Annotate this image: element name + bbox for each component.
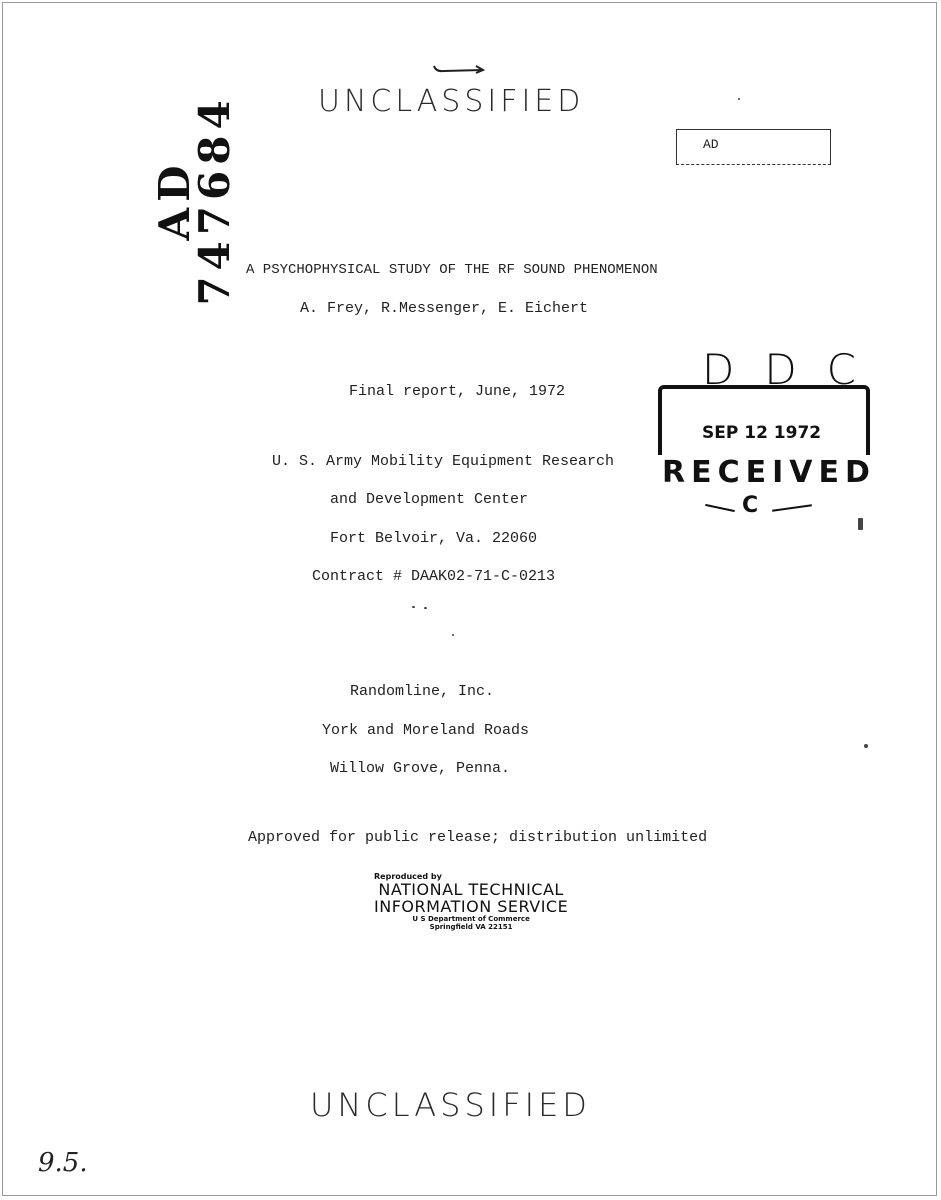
ddc-stamp-received: RECEIVED bbox=[658, 455, 880, 490]
contract-number: Contract # DAAK02-71-C-0213 bbox=[312, 568, 556, 585]
scan-speck bbox=[412, 606, 415, 608]
ntis-address: Springfield VA 22151 bbox=[429, 923, 513, 931]
scan-speck bbox=[864, 744, 868, 748]
ntis-line-1: NATIONAL TECHNICAL bbox=[378, 880, 564, 899]
ad-box-label: AD bbox=[703, 137, 719, 152]
classification-bottom: UNCLASSIFIED bbox=[310, 1086, 591, 1124]
agency-line-2: and Development Center bbox=[330, 491, 529, 508]
ddc-stamp-dash-right bbox=[772, 504, 812, 512]
ntis-dept: U S Department of Commerce bbox=[412, 915, 530, 923]
ddc-stamp-sub-letter: C bbox=[742, 493, 759, 518]
page-border bbox=[2, 2, 937, 1196]
agency-line-3: Fort Belvoir, Va. 22060 bbox=[330, 530, 538, 547]
contractor-name: Randomline, Inc. bbox=[350, 683, 495, 700]
release-statement: Approved for public release; distribution unlimited bbox=[248, 829, 708, 846]
contractor-city: Willow Grove, Penna. bbox=[330, 760, 511, 777]
ddc-stamp-date: SEP 12 1972 bbox=[702, 423, 822, 443]
agency-line-1: U. S. Army Mobility Equipment Research bbox=[272, 453, 615, 470]
report-title: A PSYCHOPHYSICAL STUDY OF THE RF SOUND PHENOMENON bbox=[246, 262, 658, 278]
scan-speck bbox=[738, 98, 740, 100]
handwritten-arrow-mark bbox=[432, 62, 486, 74]
scan-speck bbox=[424, 607, 427, 609]
ad-number-box bbox=[676, 129, 831, 165]
report-authors: A. Frey, R.Messenger, E. Eichert bbox=[300, 300, 589, 317]
ddc-stamp-letters: DDC bbox=[702, 345, 887, 394]
ad-accession-number: AD 747684 bbox=[150, 94, 239, 306]
classification-top: UNCLASSIFIED bbox=[318, 84, 585, 119]
scan-speck bbox=[858, 518, 863, 530]
ntis-reproduced-by: Reproduced by bbox=[374, 872, 442, 881]
ddc-received-stamp bbox=[650, 345, 887, 530]
ntis-reproduction-mark bbox=[374, 872, 568, 931]
report-type: Final report, June, 1972 bbox=[349, 383, 566, 400]
scan-speck bbox=[452, 634, 454, 636]
contractor-street: York and Moreland Roads bbox=[322, 722, 530, 739]
handwritten-note: 9.5. bbox=[38, 1148, 88, 1178]
ddc-stamp-dash-left bbox=[705, 504, 735, 512]
ntis-line-2: INFORMATION SERVICE bbox=[374, 897, 569, 916]
